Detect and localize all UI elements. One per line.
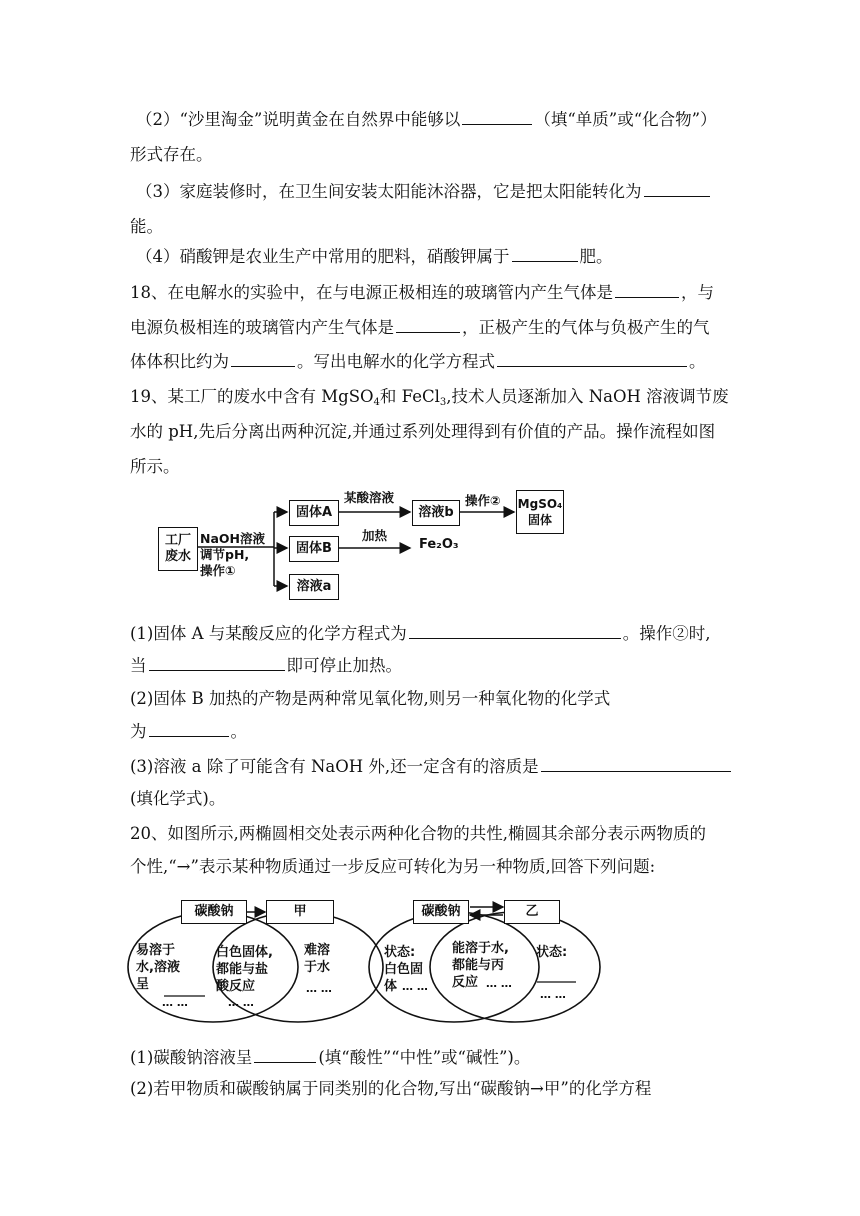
venn-right-dots-1: … … — [402, 980, 428, 993]
q19-sub1-line2: 当 即可停止加热。 — [130, 656, 402, 675]
venn-right-dots-3: … … — [540, 988, 566, 1001]
venn-right-dots-2: … … — [486, 977, 512, 990]
venn-left-box-sodium-carbonate: 碳酸钠 — [181, 900, 247, 924]
q19-sub3-line1: (3)溶液 a 除了可能含有 NaOH 外,还一定含有的溶质是 — [130, 755, 733, 778]
venn-left-dots-3: … … — [306, 982, 332, 995]
q19-sub3-line2: (填化学式)。 — [130, 789, 226, 808]
venn-left-text-3: 难溶 于水 — [304, 943, 331, 975]
flow-box-solid-b: 固体B — [289, 536, 339, 562]
q17-part2-line2: 形式存在。 — [130, 145, 213, 164]
q18-line1: 18、在电解水的实验中，在与电源正极相连的玻璃管内产生气体是 ，与 — [130, 283, 714, 302]
q20-sub2: (2)若甲物质和碳酸钠属于同类别的化合物,写出“碳酸钠→甲”的化学方程 — [130, 1079, 652, 1098]
flow-label-heat: 加热 — [362, 528, 388, 543]
q17-part3-line1: （3）家庭装修时，在卫生间安装太阳能沐浴器，它是把太阳能转化为 — [136, 180, 712, 203]
venn-left-text-1: 易溶于 水,溶液 呈 — [136, 943, 180, 992]
answer-blank[interactable] — [254, 1046, 316, 1063]
flow-box-factory-wastewater: 工厂 废水 — [158, 527, 198, 571]
q19-line1: 19、某工厂的废水中含有 MgSO$_4$和 FeCl$_3$,技术人员逐渐加入 NaOH 溶液调节废 — [130, 387, 729, 408]
venn-right-box-yi: 乙 — [504, 900, 560, 924]
q19-sub2-line1: (2)固体 B 加热的产物是两种常见氧化物,则另一种氧化物的化学式 — [130, 689, 611, 708]
venn-right-text-2: 能溶于水, 都能与丙 反应 — [452, 941, 509, 990]
q20-sub1: (1)碳酸钠溶液呈 (填“酸性”“中性”或“碱性”)。 — [130, 1048, 531, 1067]
venn-right-box-sodium-carbonate: 碳酸钠 — [413, 900, 469, 924]
venn-left-dots-1: … … — [162, 996, 188, 1009]
flow-label-op2: 操作② — [465, 493, 501, 508]
flow-box-solution-a: 溶液a — [289, 574, 339, 600]
q17-part2-line1: （2）“沙里淘金”说明黄金在自然界中能够以 （填“单质”或“化合物”） — [136, 110, 717, 129]
q19-sub2-line2: 为 。 — [130, 722, 247, 741]
q18-line2: 电源负极相连的玻璃管内产生气体是 ，正极产生的气体与负极产生的气 — [130, 318, 710, 337]
q19-line3: 所示。 — [130, 457, 180, 476]
flow-box-solid-a: 固体A — [289, 500, 339, 526]
q20-line1: 20、如图所示,两椭圆相交处表示两种化合物的共性,椭圆其余部分表示两物质的 — [130, 824, 706, 843]
q17-part4: （4）硝酸钾是农业生产中常用的肥料，硝酸钾属于 肥。 — [136, 247, 613, 266]
q18-line3: 体体积比约为 。写出电解水的化学方程式 。 — [130, 352, 706, 371]
venn-right-text-3: 状态: — [536, 945, 568, 960]
q19-sub1-line1: (1)固体 A 与某酸反应的化学方程式为 。操作②时, — [130, 624, 711, 643]
venn-left-text-2: 白色固体, 都能与盐 酸反应 — [216, 945, 273, 994]
flow-product-fe2o3: Fe₂O₃ — [419, 537, 459, 552]
venn-left-dots-2: … … — [228, 996, 254, 1009]
venn-left-box-jia: 甲 — [266, 900, 334, 924]
q20-line2: 个性,“→”表示某种物质通过一步反应可转化为另一种物质,回答下列问题: — [130, 857, 656, 876]
flow-box-mgso4-solid: MgSO₄ 固体 — [516, 490, 564, 534]
flow-label-naoh: NaOH溶液 调节pH, 操作① — [200, 531, 265, 578]
venn-right-text-1: 状态: 白色固 体 — [384, 945, 424, 994]
q19-line2: 水的 pH,先后分离出两种沉淀,并通过系列处理得到有价值的产品。操作流程如图 — [130, 422, 716, 441]
q17-part3-line2: 能。 — [130, 217, 163, 236]
flow-box-solution-b: 溶液b — [412, 500, 460, 526]
flow-label-acid: 某酸溶液 — [344, 490, 395, 505]
